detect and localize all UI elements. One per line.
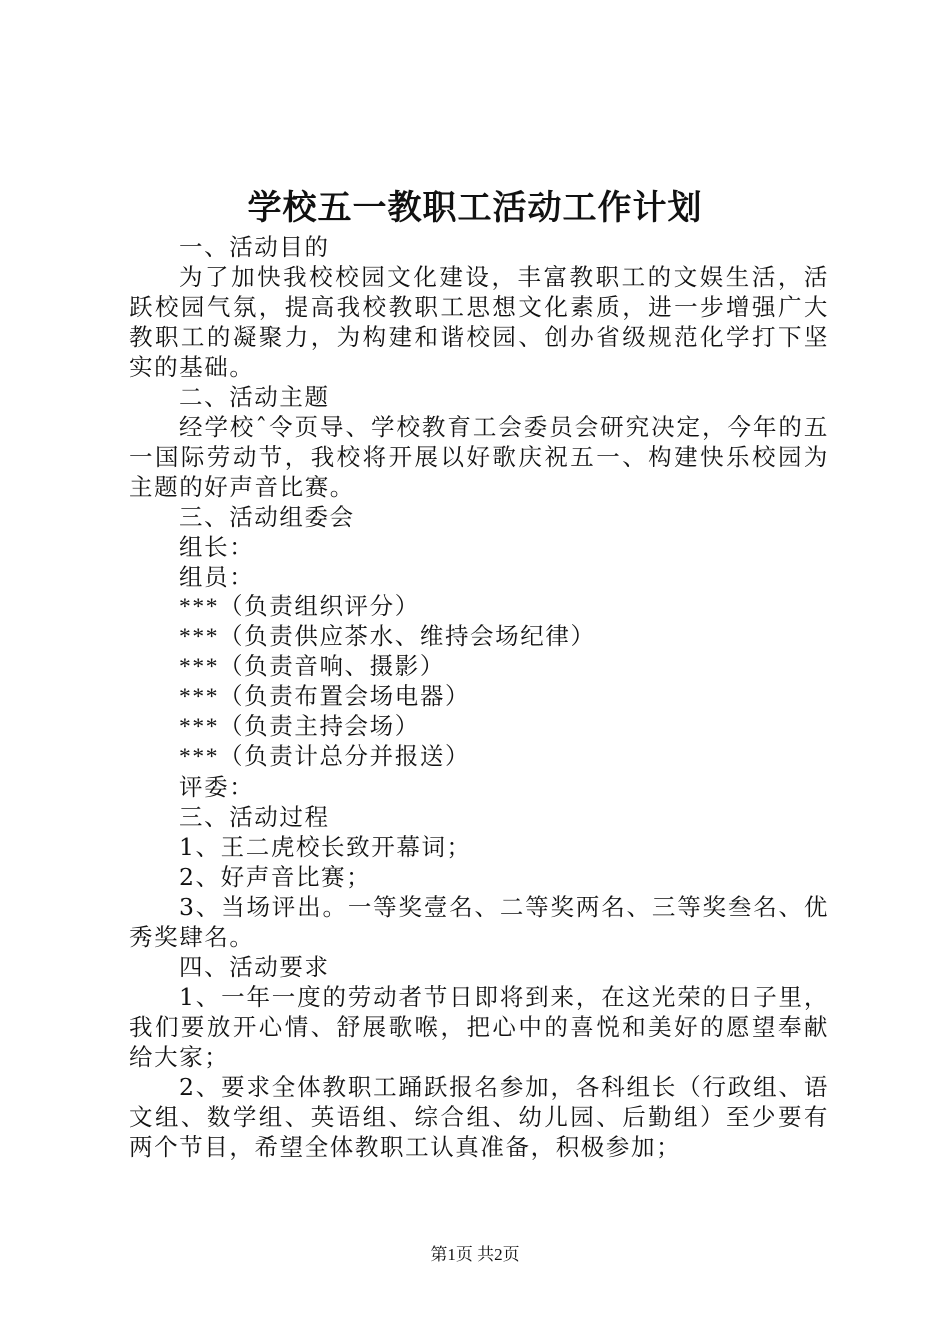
member-duty-tea: ***（负责供应茶水、维持会场纪律） [179,624,596,650]
heading-process: 三、活动过程 [179,803,330,831]
heading-theme: 二、活动主题 [179,383,330,411]
page-footer: 第1页 共2页 [430,1245,520,1264]
member-duty-host: ***（负责主持会场） [179,714,420,740]
heading-requirements: 四、活动要求 [179,953,330,981]
process-item-1: 1、王二虎校长致开幕词； [179,833,472,861]
heading-purpose: 一、活动目的 [179,233,330,261]
heading-committee: 三、活动组委会 [179,503,355,531]
requirement-item-1: 1、一年一度的劳动者节日即将到来，在这光荣的日子里，我们要放开心情、舒展歌喉，把心中的喜悦和美好的愿望奉献给大家； [129,983,829,1071]
member-duty-venue: ***（负责布置会场电器） [179,684,471,710]
paragraph-purpose: 为了加快我校校园文化建设，丰富教职工的文娱生活，活跃校园气氛，提高我校教职工思想文化素质，进一步增强广大教职工的凝聚力，为构建和谐校园、创办省级规范化学打下坚实的基础。 [129,263,829,381]
paragraph-theme: 经学校ˆ令页导、学校教育工会委员会研究决定，今年的五一国际劳动节，我校将开展以好歌庆祝五一、构建快乐校园为主题的好声音比赛。 [129,413,829,501]
committee-members: 组员： [179,563,255,591]
document-title: 学校五一教职工活动工作计划 [247,188,703,228]
document-body [129,232,829,1162]
process-item-2: 2、好声音比赛； [179,863,372,891]
requirement-item-2: 2、要求全体教职工踊跃报名参加，各科组长（行政组、语文组、数学组、英语组、综合组、幼儿园、后勤组）至少要有两个节目，希望全体教职工认真准备，积极参加； [129,1073,829,1161]
member-duty-total: ***（负责计总分并报送） [179,744,471,770]
member-duty-audio: ***（负责音响、摄影） [179,654,445,680]
committee-leader: 组长： [179,533,255,561]
process-item-3: 3、当场评出。一等奖壹名、二等奖两名、三等奖叁名、优秀奖肆名。 [129,893,829,951]
member-duty-scoring: ***（负责组织评分） [179,594,420,620]
committee-judges: 评委： [179,773,255,801]
